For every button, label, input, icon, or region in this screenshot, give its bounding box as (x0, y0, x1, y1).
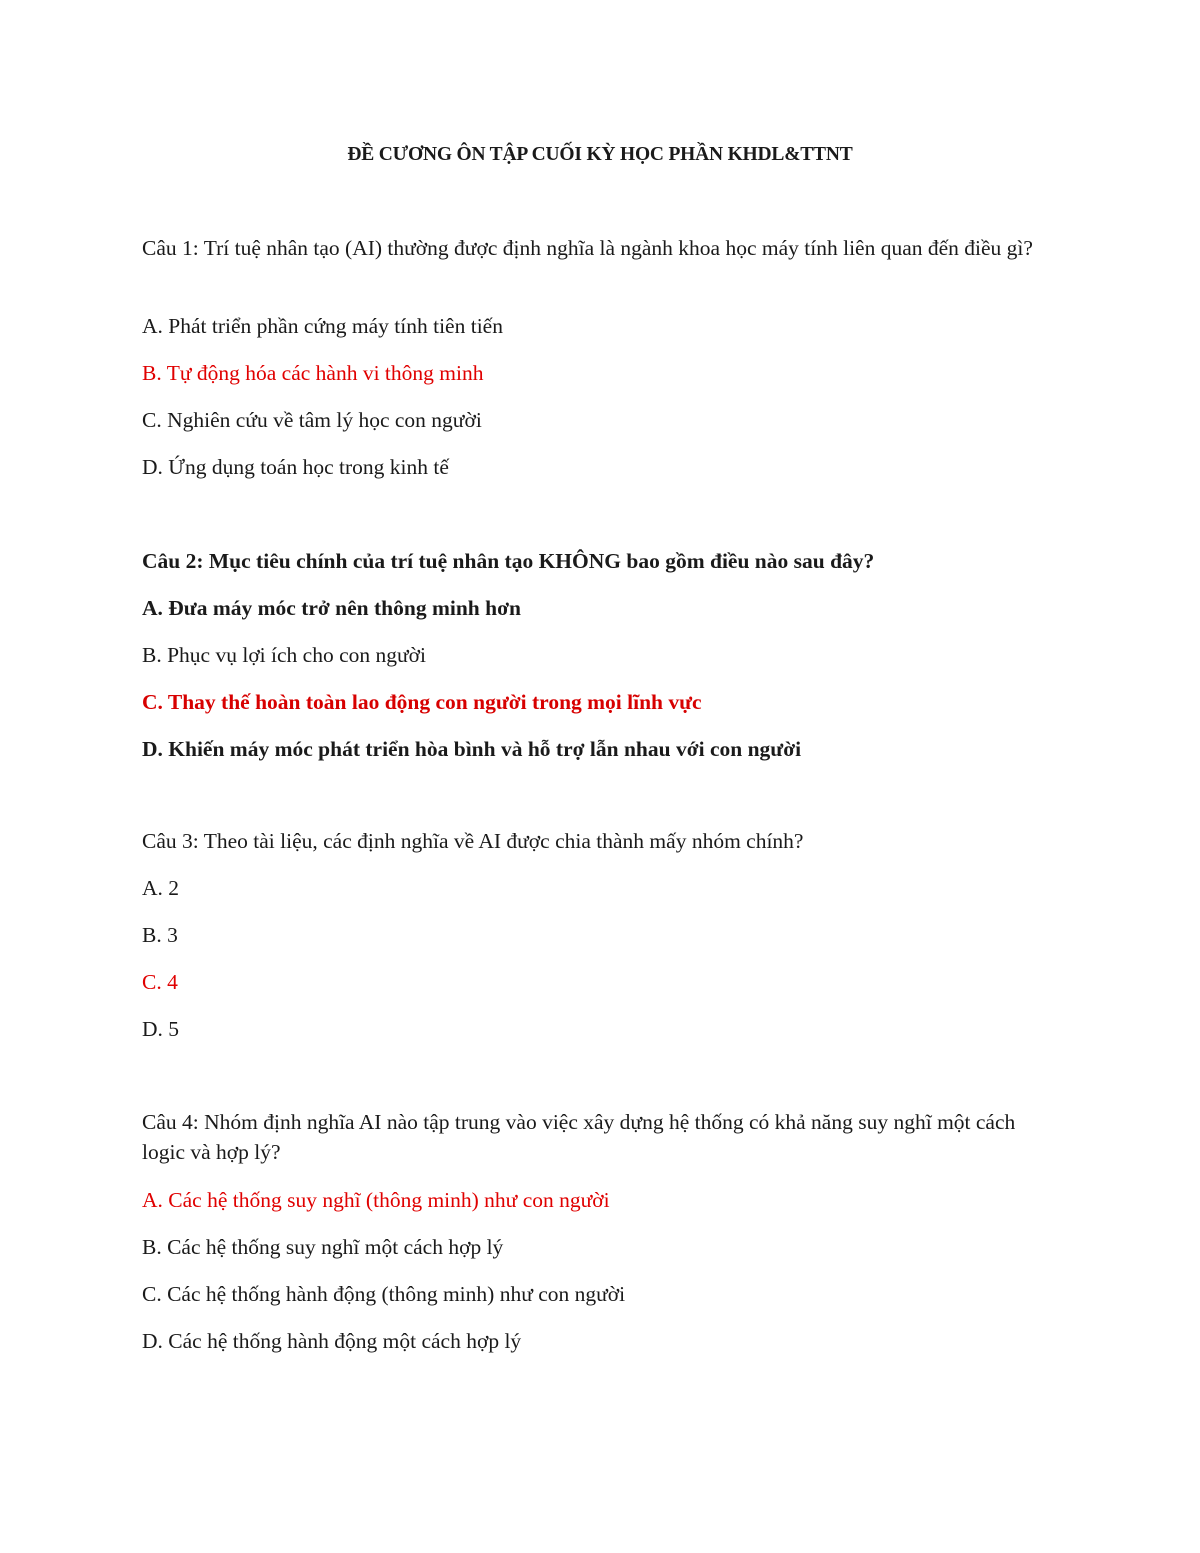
question-2-option-a: A. Đưa máy móc trở nên thông minh hơn (142, 596, 521, 620)
question-2-text: Câu 2: Mục tiêu chính của trí tuệ nhân tạo KHÔNG bao gồm điều nào sau đây? (142, 549, 875, 573)
question-1-option-c: C. Nghiên cứu về tâm lý học con người (142, 408, 482, 432)
question-3-option-d: D. 5 (142, 1017, 180, 1041)
question-4-text: Câu 4: Nhóm định nghĩa AI nào tập trung vào việc xây dựng hệ thống có khả năng suy nghĩ một cách logic và hợp lý? (142, 1110, 1016, 1164)
question-4-option-b: B. Các hệ thống suy nghĩ một cách hợp lý (142, 1235, 504, 1259)
question-2-option-b: B. Phục vụ lợi ích cho con người (142, 643, 427, 667)
question-1-option-b: B. Tự động hóa các hành vi thông minh (142, 361, 484, 385)
question-4-option-a: A. Các hệ thống suy nghĩ (thông minh) như con người (142, 1188, 610, 1212)
question-4-option-d: D. Các hệ thống hành động một cách hợp lý (142, 1329, 522, 1353)
question-1-option-d: D. Ứng dụng toán học trong kinh tế (142, 455, 449, 479)
question-1-option-a: A. Phát triển phần cứng máy tính tiên tiến (142, 314, 503, 338)
question-3-option-b: B. 3 (142, 923, 178, 947)
question-3-option-c: C. 4 (142, 970, 178, 994)
question-4-option-c: C. Các hệ thống hành động (thông minh) như con người (142, 1282, 626, 1306)
question-3-text: Câu 3: Theo tài liệu, các định nghĩa về AI được chia thành mấy nhóm chính? (142, 829, 804, 853)
question-3-option-a: A. 2 (142, 876, 180, 900)
question-2-option-c: C. Thay thế hoàn toàn lao động con người trong mọi lĩnh vực (142, 690, 702, 714)
document-title: ĐỀ CƯƠNG ÔN TẬP CUỐI KỲ HỌC PHẦN KHDL&TTNT (347, 144, 853, 165)
question-2-option-d: D. Khiến máy móc phát triển hòa bình và hỗ trợ lẫn nhau với con người (142, 737, 802, 761)
question-1-text: Câu 1: Trí tuệ nhân tạo (AI) thường được định nghĩa là ngành khoa học máy tính liên quan đến điều gì? (142, 236, 1033, 260)
